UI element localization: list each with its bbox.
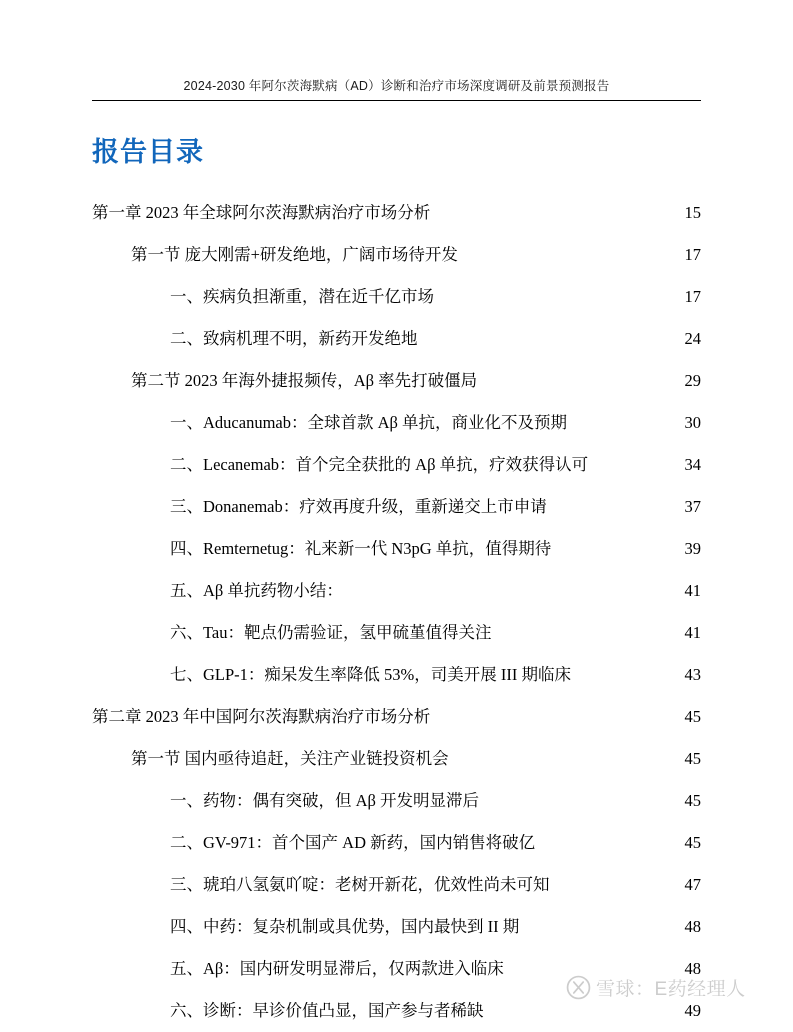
toc-leader-dots bbox=[505, 958, 679, 975]
toc-leader-dots bbox=[450, 748, 679, 765]
toc-entry-label: 五、Aβ 单抗药物小结： bbox=[170, 581, 343, 600]
watermark-label: 雪球：E药经理人 bbox=[596, 979, 746, 1000]
toc-entry-page-number: 34 bbox=[684, 455, 701, 474]
toc-entry-label: 第一章 2023 年全球阿尔茨海默病治疗市场分析 bbox=[92, 203, 431, 222]
toc-entry-page-number: 29 bbox=[684, 371, 701, 390]
toc-leader-dots bbox=[478, 370, 679, 387]
toc-entry[interactable] bbox=[92, 486, 701, 528]
toc-entry-page-number: 15 bbox=[684, 203, 701, 222]
toc-entry[interactable] bbox=[92, 234, 701, 276]
toc-entry[interactable] bbox=[92, 276, 701, 318]
toc-entry-label: 六、Tau：靶点仍需验证，氢甲硫堇值得关注 bbox=[170, 623, 492, 642]
toc-entry[interactable] bbox=[92, 990, 701, 1032]
toc-leader-dots bbox=[493, 622, 679, 639]
running-header: 2024-2030 年阿尔茨海默病（AD）诊断和治疗市场深度调研及前景预测报告 bbox=[183, 79, 610, 93]
toc-entry[interactable] bbox=[92, 570, 701, 612]
header-divider bbox=[92, 100, 701, 101]
toc-entry[interactable] bbox=[92, 696, 701, 738]
toc-leader-dots bbox=[589, 454, 679, 471]
toc-entry-label: 二、GV-971：首个国产 AD 新药，国内销售将破亿 bbox=[170, 833, 536, 852]
toc-leader-dots bbox=[572, 664, 679, 681]
toc-entry-page-number: 45 bbox=[684, 833, 701, 852]
toc-leader-dots bbox=[459, 244, 679, 261]
toc-leader-dots bbox=[480, 790, 679, 807]
toc-leader-dots bbox=[568, 412, 679, 429]
toc-entry-page-number: 48 bbox=[684, 959, 701, 978]
toc-entry-page-number: 45 bbox=[684, 707, 701, 726]
toc-entry[interactable] bbox=[92, 444, 701, 486]
toc-entry-label: 一、药物：偶有突破，但 Aβ 开发明显滞后 bbox=[170, 791, 480, 810]
toc-entry-page-number: 24 bbox=[684, 329, 701, 348]
toc-entry-label: 第二节 2023 年海外捷报频传，Aβ 率先打破僵局 bbox=[131, 371, 478, 390]
toc-entry-label: 四、Remternetug：礼来新一代 N3pG 单抗，值得期待 bbox=[170, 539, 552, 558]
toc-entry[interactable] bbox=[92, 192, 701, 234]
toc-entry-page-number: 41 bbox=[684, 581, 701, 600]
toc-entry[interactable] bbox=[92, 360, 701, 402]
toc-entry[interactable] bbox=[92, 528, 701, 570]
toc-entry-page-number: 47 bbox=[684, 875, 701, 894]
toc-entry[interactable] bbox=[92, 318, 701, 360]
toc-entry-label: 一、疾病负担渐重，潜在近千亿市场 bbox=[170, 287, 434, 306]
toc-leader-dots bbox=[419, 328, 680, 345]
toc-entry[interactable] bbox=[92, 864, 701, 906]
toc-entry-label: 三、Donanemab：疗效再度升级，重新递交上市申请 bbox=[170, 497, 547, 516]
toc-entry[interactable] bbox=[92, 780, 701, 822]
toc-entry-label: 三、琥珀八氢氨吖啶：老树开新花，优效性尚未可知 bbox=[170, 875, 550, 894]
toc-leader-dots bbox=[552, 538, 679, 555]
toc-entry-label: 二、致病机理不明，新药开发绝地 bbox=[170, 329, 418, 348]
toc-entry-label: 五、Aβ：国内研发明显滞后，仅两款进入临床 bbox=[170, 959, 504, 978]
toc-entry-page-number: 49 bbox=[684, 1001, 701, 1020]
toc-entry-label: 一、Aducanumab：全球首款 Aβ 单抗，商业化不及预期 bbox=[170, 413, 568, 432]
toc-leader-dots bbox=[536, 832, 679, 849]
toc-entry-label: 七、GLP-1：痴呆发生率降低 53%，司美开展 III 期临床 bbox=[170, 665, 572, 684]
toc-entry[interactable] bbox=[92, 948, 701, 990]
toc-leader-dots bbox=[485, 1000, 680, 1017]
table-of-contents bbox=[92, 192, 701, 1032]
toc-entry[interactable] bbox=[92, 738, 701, 780]
page-title: 报告目录 bbox=[92, 137, 204, 168]
toc-entry[interactable] bbox=[92, 612, 701, 654]
toc-leader-dots bbox=[435, 286, 679, 303]
toc-entry-label: 第一节 庞大刚需+研发绝地，广阔市场待开发 bbox=[131, 245, 458, 264]
toc-entry-page-number: 17 bbox=[684, 245, 701, 264]
toc-entry-label: 四、中药：复杂机制或具优势，国内最快到 II 期 bbox=[170, 917, 520, 936]
toc-entry-page-number: 48 bbox=[684, 917, 701, 936]
toc-entry-label: 六、诊断：早诊价值凸显，国产参与者稀缺 bbox=[170, 1001, 484, 1020]
toc-entry[interactable] bbox=[92, 402, 701, 444]
toc-entry-label: 第一节 国内亟待追赶，关注产业链投资机会 bbox=[131, 749, 449, 768]
toc-entry-page-number: 45 bbox=[684, 791, 701, 810]
toc-leader-dots bbox=[520, 916, 679, 933]
toc-entry-page-number: 39 bbox=[684, 539, 701, 558]
toc-leader-dots bbox=[431, 202, 679, 219]
toc-leader-dots bbox=[551, 874, 680, 891]
toc-entry[interactable] bbox=[92, 654, 701, 696]
toc-leader-dots bbox=[548, 496, 679, 513]
toc-entry-label: 二、Lecanemab：首个完全获批的 Aβ 单抗，疗效获得认可 bbox=[170, 455, 589, 474]
toc-entry-page-number: 30 bbox=[684, 413, 701, 432]
toc-entry[interactable] bbox=[92, 906, 701, 948]
toc-entry-label: 第二章 2023 年中国阿尔茨海默病治疗市场分析 bbox=[92, 707, 431, 726]
toc-entry[interactable] bbox=[92, 822, 701, 864]
toc-entry-page-number: 17 bbox=[684, 287, 701, 306]
toc-entry-page-number: 41 bbox=[684, 623, 701, 642]
toc-leader-dots bbox=[431, 706, 679, 723]
toc-entry-page-number: 45 bbox=[684, 749, 701, 768]
toc-entry-page-number: 43 bbox=[684, 665, 701, 684]
toc-entry-page-number: 37 bbox=[684, 497, 701, 516]
toc-leader-dots bbox=[344, 580, 679, 597]
